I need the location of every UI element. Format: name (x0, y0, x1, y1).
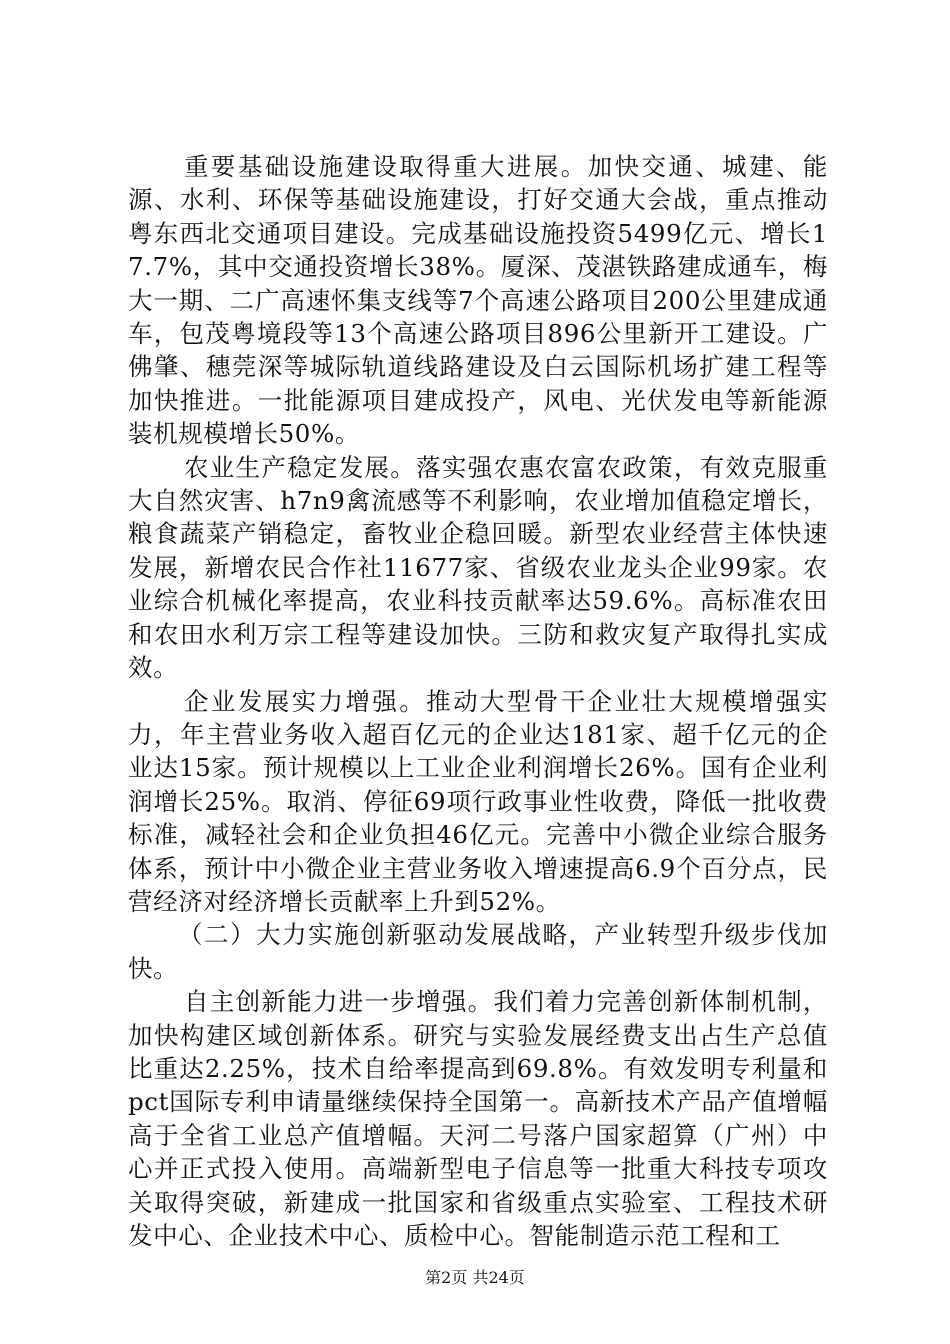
page-number-footer: 第2页 共24页 (425, 1268, 525, 1287)
paragraph-agriculture: 农业生产稳定发展。落实强农惠农富农政策，有效克服重大自然灾害、h7n9禽流感等不利影响，农业增加值稳定增长，粮食蔬菜产销稳定，畜牧业企稳回暖。新型农业经营主体快速发展，新增农民合作社11677家、省级农业龙头企业99家。农业综合机械化率提高，农业科技贡献率达59.6%。高标准农田和农田水利万宗工程等建设加快。三防和救灾复产取得扎实成效。 (128, 452, 828, 683)
paragraph-enterprise: 企业发展实力增强。推动大型骨干企业壮大规模增强实力，年主营业务收入超百亿元的企业达181家、超千亿元的企业达15家。预计规模以上工业企业利润增长26%。国有企业利润增长25%。取消、停征69项行政事业性收费，降低一批收费标准，减轻社会和企业负担46亿元。完善中小微企业综合服务体系，预计中小微企业主营业务收入增速提高6.9个百分点，民营经济对经济增长贡献率上升到52%。 (128, 686, 828, 916)
paragraph-infrastructure: 重要基础设施建设取得重大进展。加快交通、城建、能源、水利、环保等基础设施建设，打好交通大会战，重点推动粤东西北交通项目建设。完成基础设施投资5499亿元、增长17.7%，其中交通投资增长38%。厦深、茂湛铁路建成通车，梅大一期、二广高速怀集支线等7个高速公路项目200公里建成通车，包茂粤境段等13个高速公路项目896公里新开工建设。广佛肇、穗莞深等城际轨道线路建设及白云国际机场扩建工程等加快推进。一批能源项目建成投产，风电、光伏发电等新能源装机规模增长50%。 (128, 152, 828, 449)
document-body (128, 150, 828, 1252)
paragraph-innovation: 自主创新能力进一步增强。我们着力完善创新体制机制，加快构建区域创新体系。研究与实验发展经费支出占生产总值比重达2.25%，技术自给率提高到69.8%。有效发明专利量和pct国际专利申请量继续保持全国第一。高新技术产品产值增幅高于全省工业总产值增幅。天河二号落户国家超算（广州）中心并正式投入使用。高端新型电子信息等一批重大科技专项攻关取得突破，新建成一批国家和省级重点实验室、工程技术研发中心、企业技术中心、质检中心。智能制造示范工程和工 (128, 987, 828, 1250)
section-heading-innovation: （二）大力实施创新驱动发展战略，产业转型升级步伐加快。 (128, 920, 828, 983)
